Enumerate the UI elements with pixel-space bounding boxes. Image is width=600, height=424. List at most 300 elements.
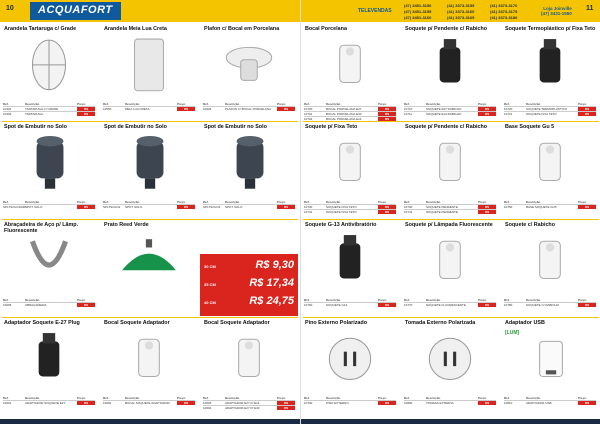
table-cell: SPOT SOLO: [125, 205, 143, 209]
product-title: Soquete p/ Pendente c/ Rabicho: [405, 124, 488, 130]
top-bar: [0, 0, 300, 22]
product-title: Soquete p/ Fixa Teto: [305, 124, 358, 130]
store-name: Loja Joinville: [543, 6, 572, 11]
table-cell: 10731: [304, 210, 313, 214]
product-image: [419, 37, 481, 91]
price-tag: R$: [77, 107, 95, 111]
column-header: Preço: [277, 102, 286, 106]
table-row[interactable]: [504, 204, 596, 209]
product-table: [404, 102, 496, 116]
table-header: [404, 298, 496, 302]
table-cell: TARTARUGA: [25, 112, 44, 116]
table-cell: BOCAL PORCELANA E40: [326, 112, 362, 116]
product-card[interactable]: [200, 24, 298, 122]
table-row[interactable]: [404, 111, 496, 116]
table-row[interactable]: [404, 400, 496, 405]
product-table: [404, 396, 496, 405]
brand-tag: [LUM]: [505, 330, 520, 336]
table-cell: 10800: [404, 401, 413, 405]
table-row[interactable]: [404, 302, 496, 307]
product-image: [319, 233, 381, 287]
promo-size: 40 CM: [204, 300, 216, 305]
table-row[interactable]: [3, 400, 95, 405]
price-tag: R$: [578, 107, 596, 111]
table-header: [203, 102, 295, 106]
column-header: Descrição: [426, 396, 441, 400]
price-tag: R$: [177, 107, 195, 111]
product-table: [203, 396, 295, 410]
price-tag: R$: [378, 210, 396, 214]
table-row[interactable]: [3, 204, 95, 209]
column-header: Descrição: [225, 396, 240, 400]
table-cell: SPLTSOLO3: [203, 205, 221, 209]
column-header: Descrição: [526, 298, 541, 302]
table-header: [3, 102, 95, 106]
product-card[interactable]: [501, 24, 599, 122]
product-card[interactable]: [200, 122, 298, 220]
phone-number: (41) 3373-3170: [490, 3, 518, 8]
column-header: Descrição: [426, 298, 441, 302]
product-card[interactable]: [401, 318, 499, 416]
column-header: Ref.: [3, 102, 9, 106]
table-row[interactable]: [504, 106, 596, 111]
price-tag: R$: [277, 107, 295, 111]
column-header: Preço: [478, 200, 487, 204]
promo-value: R$ 24,75: [249, 295, 294, 307]
column-header: Ref.: [304, 102, 310, 106]
price-tag: R$: [378, 303, 396, 307]
table-cell: 10702: [304, 117, 313, 121]
column-header: Preço: [77, 200, 86, 204]
product-title: Abraçadeira de Aço p/ Lâmp. Fluorescente: [4, 222, 79, 234]
column-header: Descrição: [326, 298, 341, 302]
table-cell: PLAFON C/ BOCAL PORCELANA: [225, 107, 272, 111]
table-cell: BASE SOQUETE GU5: [526, 205, 557, 209]
table-header: [404, 102, 496, 106]
product-image: [519, 135, 581, 189]
product-image: [218, 135, 280, 189]
product-table: [103, 396, 195, 405]
column-header: Ref.: [3, 200, 9, 204]
product-image: [18, 37, 80, 91]
table-header: [304, 200, 396, 204]
column-header: Ref.: [504, 396, 510, 400]
table-cell: 10721: [504, 112, 513, 116]
product-table: [203, 102, 295, 111]
column-header: Preço: [177, 102, 186, 106]
product-title: Prato Reed Verde: [104, 222, 149, 228]
table-row[interactable]: [404, 209, 496, 214]
table-header: [304, 102, 396, 106]
column-header: Preço: [277, 396, 286, 400]
product-card[interactable]: [401, 220, 499, 318]
table-cell: 10741: [404, 210, 413, 214]
product-title: Soquete G-13 Antivibratório: [305, 222, 377, 228]
column-header: Descrição: [25, 200, 40, 204]
column-header: Descrição: [25, 298, 40, 302]
table-row[interactable]: [203, 400, 295, 405]
table-cell: 10602: [103, 401, 112, 405]
column-header: Preço: [277, 200, 286, 204]
product-title: Bocal Soquete Adaptador: [204, 320, 270, 326]
table-cell: SOQUETE G13: [326, 303, 348, 307]
phone-number: (41) 3373-3155: [447, 3, 475, 8]
product-image: [519, 331, 581, 385]
column-header: Preço: [578, 396, 587, 400]
televendas-label: TELEVENDAS: [358, 8, 392, 14]
product-table: [504, 200, 596, 209]
column-header: Ref.: [304, 200, 310, 204]
column-header: Ref.: [304, 396, 310, 400]
table-cell: 10740: [404, 205, 413, 209]
phone-number: (47) 3451-3160: [404, 15, 432, 20]
product-table: [304, 396, 396, 405]
column-header: Descrição: [526, 102, 541, 106]
price-tag: R$: [578, 112, 596, 116]
page-number: 10: [6, 5, 14, 12]
column-header: Ref.: [103, 102, 109, 106]
product-image: [118, 331, 180, 385]
product-table: [404, 298, 496, 307]
column-header: Preço: [478, 298, 487, 302]
table-row[interactable]: [304, 106, 396, 111]
row-divider: [303, 317, 599, 318]
promo-value: R$ 17,34: [249, 277, 294, 289]
table-cell: SOQUETE FIXA TETO: [326, 210, 357, 214]
table-row[interactable]: [304, 209, 396, 214]
column-header: Ref.: [504, 200, 510, 204]
table-cell: 10402: [3, 112, 12, 116]
table-row[interactable]: [504, 302, 596, 307]
row-divider: [2, 121, 298, 122]
product-table: [3, 298, 95, 307]
table-row[interactable]: [304, 302, 396, 307]
promo-value: R$ 9,30: [255, 259, 294, 271]
product-image: [118, 37, 180, 91]
table-cell: SOQUETE FIXA TETO: [326, 205, 357, 209]
table-row[interactable]: [404, 106, 496, 111]
product-title: Spot de Embutir no Solo: [4, 124, 67, 130]
table-header: [103, 200, 195, 204]
brand-logo: ACQUAFORT: [30, 2, 121, 20]
product-image: [319, 331, 381, 385]
bottom-bar: [301, 419, 600, 424]
column-header: Preço: [478, 396, 487, 400]
phone-number: (41) 3373-3160: [447, 9, 475, 14]
row-divider: [303, 121, 599, 122]
column-header: Descrição: [125, 200, 140, 204]
product-title: Base Soquete Gu 5: [505, 124, 555, 130]
phone-number: (41) 3373-3180: [490, 15, 518, 20]
product-card[interactable]: [200, 318, 298, 416]
column-header: Descrição: [426, 200, 441, 204]
table-header: [504, 396, 596, 400]
table-cell: SOQUETE TERMOPLÁSTICO: [526, 107, 568, 111]
column-header: Preço: [378, 102, 387, 106]
product-card[interactable]: [501, 122, 599, 220]
table-row[interactable]: [504, 400, 596, 405]
product-title: Bocal Porcelana: [305, 26, 347, 32]
table-header: [3, 396, 95, 400]
product-card[interactable]: [100, 24, 198, 122]
table-cell: 10401: [3, 107, 12, 111]
product-image: [319, 37, 381, 91]
column-header: Preço: [378, 200, 387, 204]
promo-size: 35 CM: [204, 282, 216, 287]
table-row[interactable]: [304, 111, 396, 116]
table-cell: 10701: [304, 112, 313, 116]
product-card[interactable]: [0, 318, 98, 416]
column-header: Ref.: [404, 102, 410, 106]
table-cell: 10550: [103, 107, 112, 111]
table-cell: SPOT SOLO: [225, 205, 243, 209]
column-header: Descrição: [125, 396, 140, 400]
price-tag: R$: [578, 401, 596, 405]
table-row[interactable]: [3, 111, 95, 116]
column-header: Ref.: [103, 396, 109, 400]
table-cell: 10810: [504, 401, 513, 405]
table-row[interactable]: [203, 106, 295, 111]
price-tag: R$: [478, 112, 496, 116]
table-cell: 10710: [404, 107, 413, 111]
table-cell: TOMADA EXTERNA: [426, 401, 454, 405]
table-header: [504, 298, 596, 302]
table-header: [304, 298, 396, 302]
table-cell: BOCAL PORCELANA E14: [326, 117, 362, 121]
column-header: Descrição: [526, 396, 541, 400]
table-cell: 10700: [304, 107, 313, 111]
product-card[interactable]: [301, 220, 399, 318]
product-image: [218, 37, 280, 91]
row-divider: [303, 219, 599, 220]
column-header: Descrição: [326, 396, 341, 400]
promo-size: 30 CM: [204, 264, 216, 269]
product-image: [18, 135, 80, 189]
product-title: Arandela Tartaruga c/ Grade: [4, 26, 77, 32]
table-cell: SPLTSOLO2: [103, 205, 121, 209]
column-header: Ref.: [203, 200, 209, 204]
table-row[interactable]: [304, 204, 396, 209]
column-header: Ref.: [103, 200, 109, 204]
table-cell: SOQUETE FIXA TETO: [526, 112, 557, 116]
phone-number: (41) 3373-3165: [447, 15, 475, 20]
column-header: Ref.: [404, 396, 410, 400]
price-tag: R$: [478, 401, 496, 405]
product-card[interactable]: [0, 122, 98, 220]
product-title: Tomada Externo Polarizada: [405, 320, 476, 326]
product-card[interactable]: [301, 318, 399, 416]
table-row[interactable]: [504, 111, 596, 116]
table-header: [504, 102, 596, 106]
table-header: [203, 396, 295, 400]
phone-number: (47) 3451-3150: [404, 3, 432, 8]
table-row[interactable]: [103, 400, 195, 405]
product-title: Spot de Embutir no Solo: [204, 124, 267, 130]
table-cell: SPLTSOLO1000: [3, 205, 26, 209]
table-cell: 10720: [504, 107, 513, 111]
table-row[interactable]: [103, 204, 195, 209]
column-header: Ref.: [404, 200, 410, 204]
product-grid: [301, 24, 600, 419]
column-header: Descrição: [25, 396, 40, 400]
table-cell: BOCAL SOQUETE ADAPTADOR: [125, 401, 170, 405]
product-table: [504, 102, 596, 116]
table-cell: 10770: [404, 303, 413, 307]
product-card[interactable]: [100, 220, 198, 318]
column-header: Preço: [578, 102, 587, 106]
table-header: [504, 200, 596, 204]
price-tag: R$: [378, 107, 396, 111]
promo-price-box: [200, 254, 298, 316]
product-table: [504, 396, 596, 405]
table-header: [404, 200, 496, 204]
price-tag: R$: [77, 205, 95, 209]
product-image: [218, 331, 280, 385]
price-tag: R$: [478, 205, 496, 209]
product-title: Soquete p/ Lâmpada Fluorescente: [405, 222, 493, 228]
product-title: Arandela Meia Lua Creta: [104, 26, 167, 32]
table-cell: 10780: [504, 303, 513, 307]
product-image: [18, 331, 80, 385]
product-table: [203, 200, 295, 209]
table-cell: 10730: [304, 205, 313, 209]
table-cell: 10711: [404, 112, 413, 116]
column-header: Ref.: [404, 298, 410, 302]
column-header: Descrição: [225, 200, 240, 204]
table-header: [203, 200, 295, 204]
table-cell: ADAPTADOR E27 P/ E40: [225, 406, 260, 410]
table-cell: SOQUETE C/ RABICHO: [526, 303, 560, 307]
column-header: Preço: [77, 396, 86, 400]
column-header: Ref.: [3, 298, 9, 302]
column-header: Preço: [77, 102, 86, 106]
product-title: Soquete Termoplástico p/ Fixa Teto: [505, 26, 596, 32]
price-tag: R$: [77, 401, 95, 405]
product-title: Plafon c/ Bocal em Porcelana: [204, 26, 280, 32]
table-cell: SOQUETE PENDENTE: [426, 210, 458, 214]
product-card[interactable]: [0, 220, 98, 318]
column-header: Ref.: [203, 102, 209, 106]
column-header: Ref.: [504, 102, 510, 106]
table-cell: MEIA LUA CRETA: [125, 107, 150, 111]
product-table: [103, 102, 195, 111]
column-header: Ref.: [3, 396, 9, 400]
column-header: Preço: [378, 396, 387, 400]
table-cell: 10003: [203, 107, 212, 111]
product-card[interactable]: [401, 122, 499, 220]
table-row[interactable]: [103, 106, 195, 111]
product-title: Soquete c/ Rabicho: [505, 222, 556, 228]
table-cell: 10603: [203, 401, 212, 405]
product-table: [304, 298, 396, 307]
phone-number: (41) 3373-3175: [490, 9, 518, 14]
product-card[interactable]: [501, 318, 599, 416]
table-cell: BOCAL PORCELANA E27: [326, 107, 362, 111]
product-card[interactable]: [501, 220, 599, 318]
table-cell: ADAPTADOR E27 P/ E14: [225, 401, 260, 405]
price-tag: R$: [277, 401, 295, 405]
table-cell: SOQUETE FLUORESCENTE: [426, 303, 466, 307]
price-tag: R$: [378, 401, 396, 405]
product-table: [504, 298, 596, 307]
column-header: Ref.: [304, 298, 310, 302]
table-cell: 10604: [203, 406, 212, 410]
column-header: Preço: [578, 200, 587, 204]
product-table: [3, 396, 95, 405]
table-cell: TARTARUGA C/ GRADE: [25, 107, 59, 111]
column-header: Descrição: [25, 102, 40, 106]
phone-number: (47) 3451-3155: [404, 9, 432, 14]
table-cell: PINO EXTERNO: [326, 401, 349, 405]
column-header: Descrição: [326, 102, 341, 106]
product-table: [3, 102, 95, 116]
price-tag: R$: [478, 303, 496, 307]
product-title: Adaptador USB: [505, 320, 545, 326]
product-image: [118, 233, 180, 287]
table-row[interactable]: [404, 204, 496, 209]
table-row[interactable]: [3, 106, 95, 111]
product-image: [519, 37, 581, 91]
price-tag: R$: [478, 107, 496, 111]
table-row[interactable]: [304, 400, 396, 405]
table-cell: 10005: [3, 303, 12, 307]
table-row[interactable]: [203, 405, 295, 410]
product-card[interactable]: [100, 122, 198, 220]
product-card[interactable]: [0, 24, 98, 122]
column-header: Preço: [77, 298, 86, 302]
table-cell: ADAPTADOR USB: [526, 401, 552, 405]
product-card[interactable]: [100, 318, 198, 416]
price-tag: R$: [578, 303, 596, 307]
product-image: [118, 135, 180, 189]
product-table: [404, 200, 496, 214]
table-row[interactable]: [3, 302, 95, 307]
table-row[interactable]: [203, 204, 295, 209]
product-table: [304, 102, 396, 121]
product-table: [304, 200, 396, 214]
table-header: [3, 200, 95, 204]
price-tag: R$: [277, 406, 295, 410]
table-cell: 10750: [504, 205, 513, 209]
product-image: [419, 135, 481, 189]
product-image: [18, 233, 80, 287]
bottom-bar: [0, 419, 300, 424]
column-header: Ref.: [504, 298, 510, 302]
product-title: Spot de Embutir no Solo: [104, 124, 167, 130]
column-header: Preço: [378, 298, 387, 302]
table-cell: SPOT SOLO: [25, 205, 43, 209]
product-image: [419, 331, 481, 385]
table-cell: 10601: [3, 401, 12, 405]
table-header: [3, 298, 95, 302]
product-card[interactable]: [301, 122, 399, 220]
price-tag: R$: [378, 205, 396, 209]
product-card[interactable]: [401, 24, 499, 122]
table-cell: SOQUETE PENDENTE: [426, 205, 458, 209]
product-table: [3, 200, 95, 209]
table-cell: SOQUETE E14 RABICHO: [426, 112, 462, 116]
product-card[interactable]: [301, 24, 399, 122]
price-tag: R$: [77, 112, 95, 116]
price-tag: R$: [277, 205, 295, 209]
product-title: Adaptador Soquete E-27 Plug: [4, 320, 80, 326]
product-image: [519, 233, 581, 287]
row-divider: [2, 219, 298, 220]
product-grid: [0, 24, 300, 419]
product-image: [319, 135, 381, 189]
column-header: Descrição: [225, 102, 240, 106]
table-cell: 10760: [304, 303, 313, 307]
